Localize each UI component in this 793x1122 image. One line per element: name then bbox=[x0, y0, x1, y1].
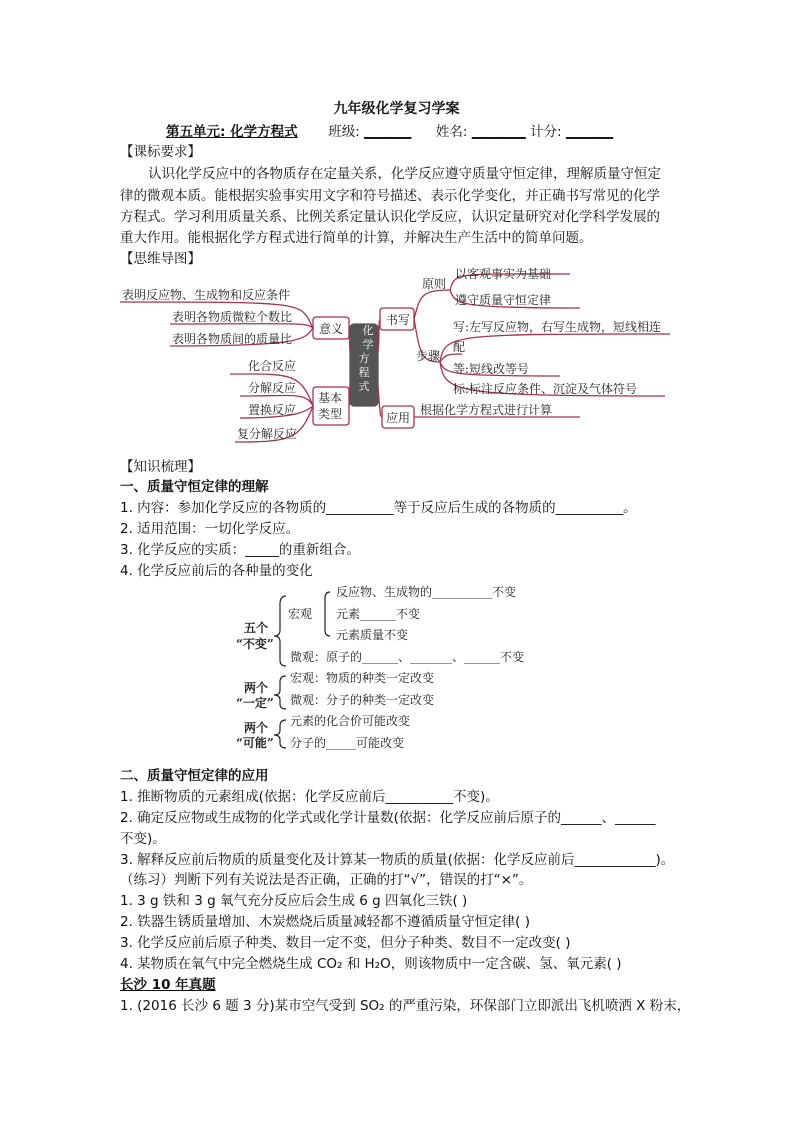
step-item: 等:短线改等号 bbox=[453, 362, 530, 376]
two-may-label-1: 两个 bbox=[244, 721, 269, 735]
knowledge-item-4: 4. 化学反应前后的各种量的变化 bbox=[120, 563, 313, 579]
item-text: 。 bbox=[623, 500, 637, 516]
curriculum-line: 律的微观本质。能根据实验事实用文字和符号描述、表示化学变化，并正确书写常见的化学 bbox=[120, 188, 660, 204]
meaning-label: 意义 bbox=[319, 322, 344, 336]
principle-label: 原则 bbox=[422, 277, 447, 291]
type-item: 化合反应 bbox=[248, 359, 297, 373]
page-title: 九年级化学复习学案 bbox=[333, 101, 460, 117]
macro-item: 元素______不变 bbox=[336, 607, 421, 621]
knowledge-item-2: 2. 适用范围：一切化学反应。 bbox=[120, 521, 300, 537]
macro-item: 元素质量不变 bbox=[336, 628, 409, 642]
class-label: 班级: bbox=[328, 124, 360, 140]
center-label-4: 程 bbox=[358, 366, 370, 379]
meaning-item: 表明反应物、生成物和反应条件 bbox=[122, 288, 291, 302]
types-label-1: 基本 bbox=[318, 391, 343, 405]
class-blank: _______ bbox=[364, 124, 412, 140]
score-label: 计分: bbox=[530, 124, 562, 140]
definite-item: 宏观：物质的种类一定改变 bbox=[290, 671, 435, 685]
center-label-5: 式 bbox=[358, 380, 370, 393]
item-text: 的重新组合。 bbox=[278, 542, 360, 558]
application-label: 应用 bbox=[386, 411, 411, 425]
micro-item: 微观：原子的______、_______、______不变 bbox=[290, 650, 525, 664]
center-label-1: 化 bbox=[362, 324, 374, 337]
possible-item: 元素的化合价可能改变 bbox=[290, 714, 411, 728]
section-1-title: 一、质量守恒定律的理解 bbox=[120, 479, 269, 495]
type-item: 置换反应 bbox=[248, 403, 297, 417]
knowledge-item-1 bbox=[120, 496, 637, 516]
two-def-label-1: 两个 bbox=[244, 681, 269, 695]
mindmap-heading: 【思维导图】 bbox=[120, 251, 201, 267]
possible-item: 分子的_____可能改变 bbox=[290, 736, 405, 750]
type-item: 分解反应 bbox=[248, 381, 297, 395]
five-label-1: 五个 bbox=[244, 621, 269, 635]
curriculum-heading: 【课标要求】 bbox=[120, 144, 201, 160]
meaning-item: 表明各物质微粒个数比 bbox=[172, 310, 293, 324]
practice-item: 4. 某物质在氧气中完全燃烧生成 CO₂ 和 H₂O，则该物质中一定含碳、氢、氧元素( ) bbox=[120, 956, 622, 972]
header-line bbox=[166, 120, 613, 140]
fill-blank[interactable]: __________ bbox=[326, 500, 394, 516]
application-item: 根据化学方程式进行计算 bbox=[420, 403, 553, 417]
mind-map bbox=[110, 262, 690, 452]
center-label-3: 方 bbox=[358, 352, 370, 365]
application-line: 2. 确定反应物或生成物的化学式或化学计量数(依据：化学反应前后原子的______、______ bbox=[120, 810, 656, 826]
two-def-label-2: “一定” bbox=[236, 696, 274, 710]
practice-item: 1. 3 g 铁和 3 g 氧气充分反应后会生成 6 g 四氧化三铁( ) bbox=[120, 893, 468, 909]
curriculum-line: 认识化学反应中的各物质存在定量关系，化学反应遵守质量守恒定律，理解质量守恒定 bbox=[148, 166, 661, 182]
macro-item: 反应物、生成物的__________不变 bbox=[336, 585, 517, 599]
writing-label: 书写 bbox=[386, 313, 411, 327]
application-line: 1. 推断物质的元素组成(依据：化学反应前后__________不变)。 bbox=[120, 789, 499, 805]
practice-item: 3. 化学反应前后原子种类、数目一定不变，但分子种类、数目不一定改变( ) bbox=[120, 935, 571, 951]
fill-blank[interactable]: __________ bbox=[555, 500, 624, 516]
knowledge-heading: 【知识梳理】 bbox=[120, 459, 201, 475]
changes-diagram bbox=[230, 580, 570, 755]
steps-label: 步骤 bbox=[416, 349, 441, 363]
macro-label: 宏观 bbox=[288, 607, 313, 621]
score-blank: _______ bbox=[565, 124, 614, 140]
knowledge-item-3 bbox=[120, 538, 360, 558]
practice-item: 2. 铁器生锈质量增加、木炭燃烧后质量减轻都不遵循质量守恒定律( ) bbox=[120, 914, 530, 930]
meaning-item: 表明各物质间的质量比 bbox=[172, 332, 293, 346]
exam-question-1: 1. (2016 长沙 6 题 3 分)某市空气受到 SO₂ 的严重污染，环保部门立即派出飞机喷洒 X 粉末， bbox=[120, 998, 691, 1014]
step-item: 配 bbox=[453, 340, 466, 354]
types-label-2: 类型 bbox=[318, 407, 343, 421]
type-item: 复分解反应 bbox=[237, 427, 298, 441]
practice-intro: （练习）判断下列有关说法是否正确，正确的打“√”，错误的打“×”。 bbox=[120, 872, 533, 888]
name-blank: ________ bbox=[471, 124, 526, 140]
curriculum-line: 方程式。学习利用质量关系、比例关系定量认识化学反应，认识定量研究对化学科学发展的 bbox=[120, 209, 660, 225]
unit-title: 第五单元: 化学方程式 bbox=[166, 124, 298, 140]
exam-title: 长沙 10 年真题 bbox=[120, 977, 216, 993]
item-text: 1. 内容：参加化学反应的各物质的 bbox=[120, 500, 327, 516]
section-2-title: 二、质量守恒定律的应用 bbox=[120, 768, 269, 784]
definite-item: 微观：分子的种类一定改变 bbox=[290, 693, 435, 707]
five-label-2: “不变” bbox=[236, 637, 274, 651]
principle-item: 以客观事实为基础 bbox=[455, 267, 552, 281]
item-text: 3. 化学反应的实质： bbox=[120, 542, 246, 558]
item-text: 等于反应后生成的各物质的 bbox=[393, 500, 556, 516]
principle-item: 遵守质量守恒定律 bbox=[455, 293, 552, 307]
two-may-label-2: “可能” bbox=[236, 736, 274, 750]
step-item: 写:左写反应物，右写生成物，短线相连 bbox=[453, 320, 662, 334]
fill-blank[interactable]: _____ bbox=[245, 542, 279, 558]
name-label: 姓名: bbox=[435, 124, 468, 140]
application-line: 3. 解释反应前后物质的质量变化及计算某一物质的质量(依据：化学反应前后____________)。 bbox=[120, 852, 675, 868]
step-item: 标:标注反应条件、沉淀及气体符号 bbox=[453, 382, 638, 396]
center-label-2: 学 bbox=[362, 338, 374, 351]
application-line: 不变)。 bbox=[120, 831, 166, 847]
curriculum-line: 重大作用。能根据化学方程式进行简单的计算，并解决生产生活中的简单问题。 bbox=[120, 230, 593, 246]
